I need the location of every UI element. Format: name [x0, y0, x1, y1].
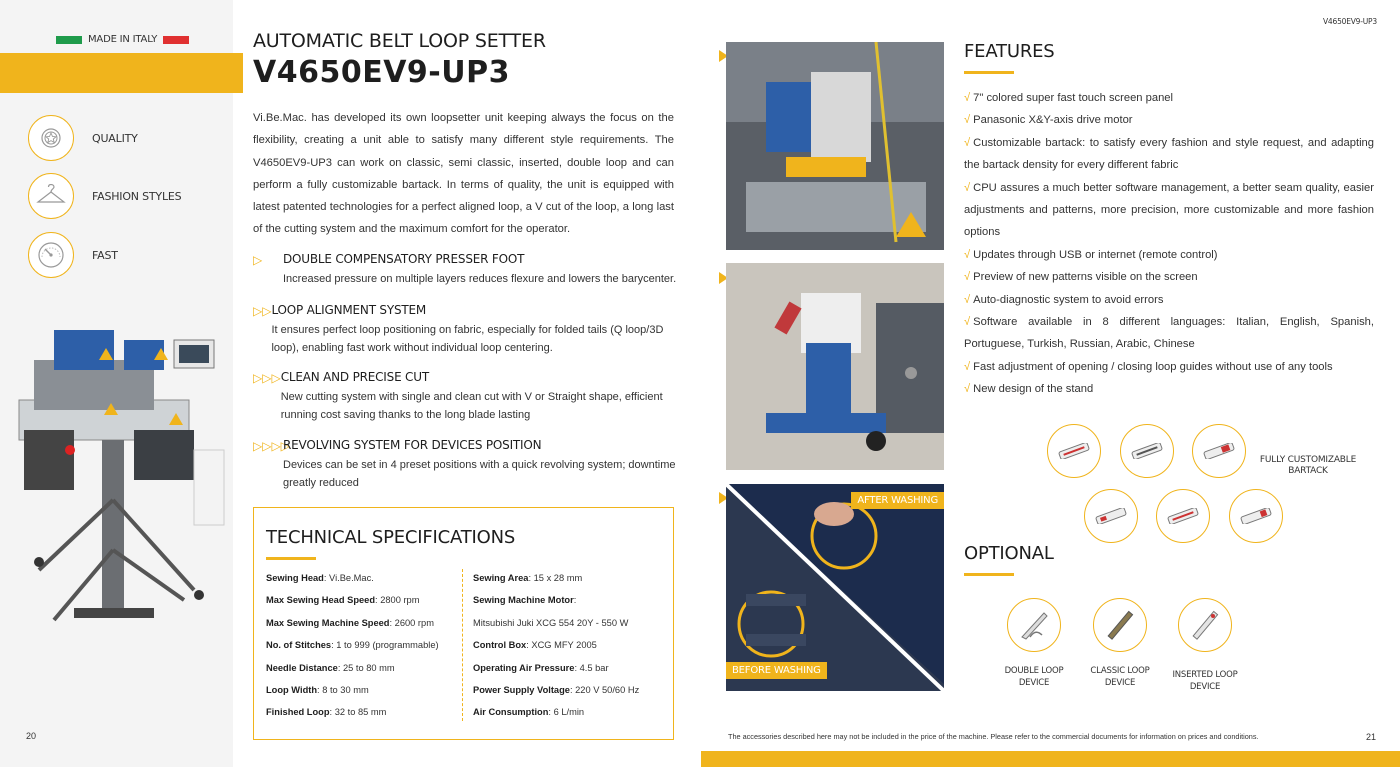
feature-label: QUALITY [92, 131, 138, 145]
bartack-icon [1120, 424, 1174, 478]
bullet-desc: It ensures perfect loop positioning on fabric, especially for folded tails (Q loop/3D loop), enabling fast work without individual loop centering. [271, 324, 664, 354]
specs-divider [462, 569, 463, 721]
photo-loop-alignment [726, 263, 944, 470]
classic-loop-device-icon [1093, 598, 1147, 652]
intro-paragraph: Vi.Be.Mac. has developed its own loopsetter unit keeping always the focus on the flexibility, creating a unit able to satisfy many different style requirements. The V4650EV9-UP3 can work on classic, semi classic, inserted, double loop and can perform a fully customizable bartack. In terms of quality, the unit is equipped with latest patented technologies for a perfect aligned loop, a V cut of the loop, a long last of the cutting system and the maximum comfort for the operator. [253, 112, 674, 236]
footnote: The accessories described here may not be included in the price of the machine. Please refer to the commercial documents for information on prices and conditions. [728, 732, 1259, 741]
feature-item: √ CPU assures a much better software management, a better seam quality, easier adjustments and patterns, more precision, more customizable and more fashion options [964, 181, 1374, 239]
spec-row: Max Sewing Machine Speed: 2600 rpm [266, 617, 434, 628]
page-number-left: 20 [26, 731, 37, 741]
spec-row: Sewing Head: Vi.Be.Mac. [266, 573, 374, 583]
inserted-loop-device-icon [1178, 598, 1232, 652]
arrow-icon: ▷ [253, 253, 263, 267]
bartack-icon [1192, 424, 1246, 478]
bartack-icon [1229, 489, 1283, 543]
spec-row: Loop Width: 8 to 30 mm [266, 684, 369, 695]
photo-washing-comparison [726, 484, 944, 691]
arrow-icon: ▷▷▷ [253, 371, 281, 385]
spec-row: Needle Distance: 25 to 80 mm [266, 662, 395, 673]
feature-item: √ Panasonic X&Y-axis drive motor [964, 114, 1133, 127]
title-underline [266, 557, 316, 560]
feature-item: √ Fast adjustment of opening / closing loop guides without use of any tools [964, 360, 1333, 373]
feature-fashion-styles [28, 173, 181, 219]
yellow-band [0, 53, 243, 93]
spec-row: Air Consumption: 6 L/min [473, 707, 585, 718]
title-underline [964, 573, 1014, 576]
flag-green-stripe [56, 36, 82, 44]
feature-quality [28, 115, 138, 161]
yellow-bottom-band [701, 751, 1400, 767]
speedometer-icon [28, 232, 74, 278]
product-model-title: V4650EV9-UP3 [253, 55, 510, 90]
double-loop-device-icon [1007, 598, 1061, 652]
tech-specs-title: TECHNICAL SPECIFICATIONS [266, 527, 516, 548]
page-number-right: 21 [1366, 732, 1377, 742]
bartack-icon [1047, 424, 1101, 478]
feature-label: FASHION STYLES [92, 189, 182, 203]
spec-row: Mitsubishi Juki XCG 554 20Y - 550 W [473, 617, 629, 628]
feature-item: √ Software available in 8 different languages: Italian, English, Spanish, Portuguese, Turkish, Russian, Arabic, Chinese [964, 316, 1374, 351]
fully-customizable-label: FULLY CUSTOMIZABLE BARTACK [1259, 455, 1357, 476]
feature-label: FAST [92, 248, 118, 262]
bullet-desc: New cutting system with single and clean cut with V or Straight shape, efficient running cost saving thanks to the long blade lasting [280, 391, 663, 421]
bullet-title: LOOP ALIGNMENT SYSTEM [271, 303, 427, 317]
device-label: DOUBLE LOOP DEVICE [1004, 666, 1064, 688]
after-washing-tag: AFTER WASHING [851, 492, 944, 509]
spec-row: Operating Air Pressure: 4.5 bar [473, 662, 609, 673]
feature-item: √ Preview of new patterns visible on the screen [964, 271, 1198, 284]
specs-right-column [473, 571, 639, 728]
spec-row: Control Box: XCG MFY 2005 [473, 640, 597, 651]
spec-row: Finished Loop: 32 to 85 mm [266, 707, 387, 718]
medal-icon [28, 115, 74, 161]
bullet-title: CLEAN AND PRECISE CUT [280, 370, 429, 384]
specs-left-column [266, 571, 439, 728]
photo-presser-foot [726, 42, 944, 250]
optional-title: OPTIONAL [964, 543, 1054, 564]
feature-item: √ Auto-diagnostic system to avoid errors [964, 293, 1164, 306]
device-label: INSERTED LOOP DEVICE [1172, 670, 1238, 692]
machine-image [14, 300, 232, 650]
arrow-icon: ▷▷▷▷ [253, 439, 290, 453]
spec-row: No. of Stitches: 1 to 999 (programmable) [266, 640, 439, 651]
made-in-label: MADE IN ITALY [88, 34, 158, 45]
bullet-title: DOUBLE COMPENSATORY PRESSER FOOT [283, 252, 525, 266]
bullet-clean-cut [253, 370, 683, 424]
bullet-presser-foot [253, 252, 683, 289]
product-subtitle: AUTOMATIC BELT LOOP SETTER [253, 30, 546, 52]
before-washing-tag: BEFORE WASHING [726, 662, 827, 679]
bartack-icon [1156, 489, 1210, 543]
features-title: FEATURES [964, 41, 1055, 62]
feature-item: √ Updates through USB or internet (remote control) [964, 248, 1218, 261]
feature-item: √ 7" colored super fast touch screen panel [964, 92, 1174, 104]
feature-fast [28, 232, 118, 278]
feature-item: √ New design of the stand [964, 383, 1094, 396]
made-in-italy-badge [56, 34, 189, 45]
bartack-icon [1084, 489, 1138, 543]
device-label: CLASSIC LOOP DEVICE [1090, 666, 1150, 688]
bullet-desc: Increased pressure on multiple layers reduces flexure and lowers the barycenter. [283, 273, 677, 285]
spec-row: Sewing Machine Motor: [473, 595, 577, 606]
hanger-icon [28, 173, 74, 219]
spec-row: Max Sewing Head Speed: 2800 rpm [266, 595, 420, 606]
spec-row: Sewing Area: 15 x 28 mm [473, 573, 583, 583]
bullet-desc: Devices can be set in 4 preset positions with a quick revolving system; downtime greatly reduced [283, 459, 676, 489]
arrow-icon: ▷▷ [253, 304, 272, 318]
flag-red-stripe [163, 36, 189, 44]
page-code: V4650EV9-UP3 [1323, 17, 1377, 26]
bullet-loop-alignment [253, 303, 683, 357]
spec-row: Power Supply Voltage: 220 V 50/60 Hz [473, 684, 640, 695]
feature-item: √ Customizable bartack: to satisfy every fashion and style request, and adapting the bartack density for every different fabric [964, 136, 1374, 172]
bullet-title: REVOLVING SYSTEM FOR DEVICES POSITION [283, 438, 542, 452]
title-underline [964, 71, 1014, 74]
bullet-revolving-system [253, 438, 683, 492]
features-list [964, 87, 1374, 401]
